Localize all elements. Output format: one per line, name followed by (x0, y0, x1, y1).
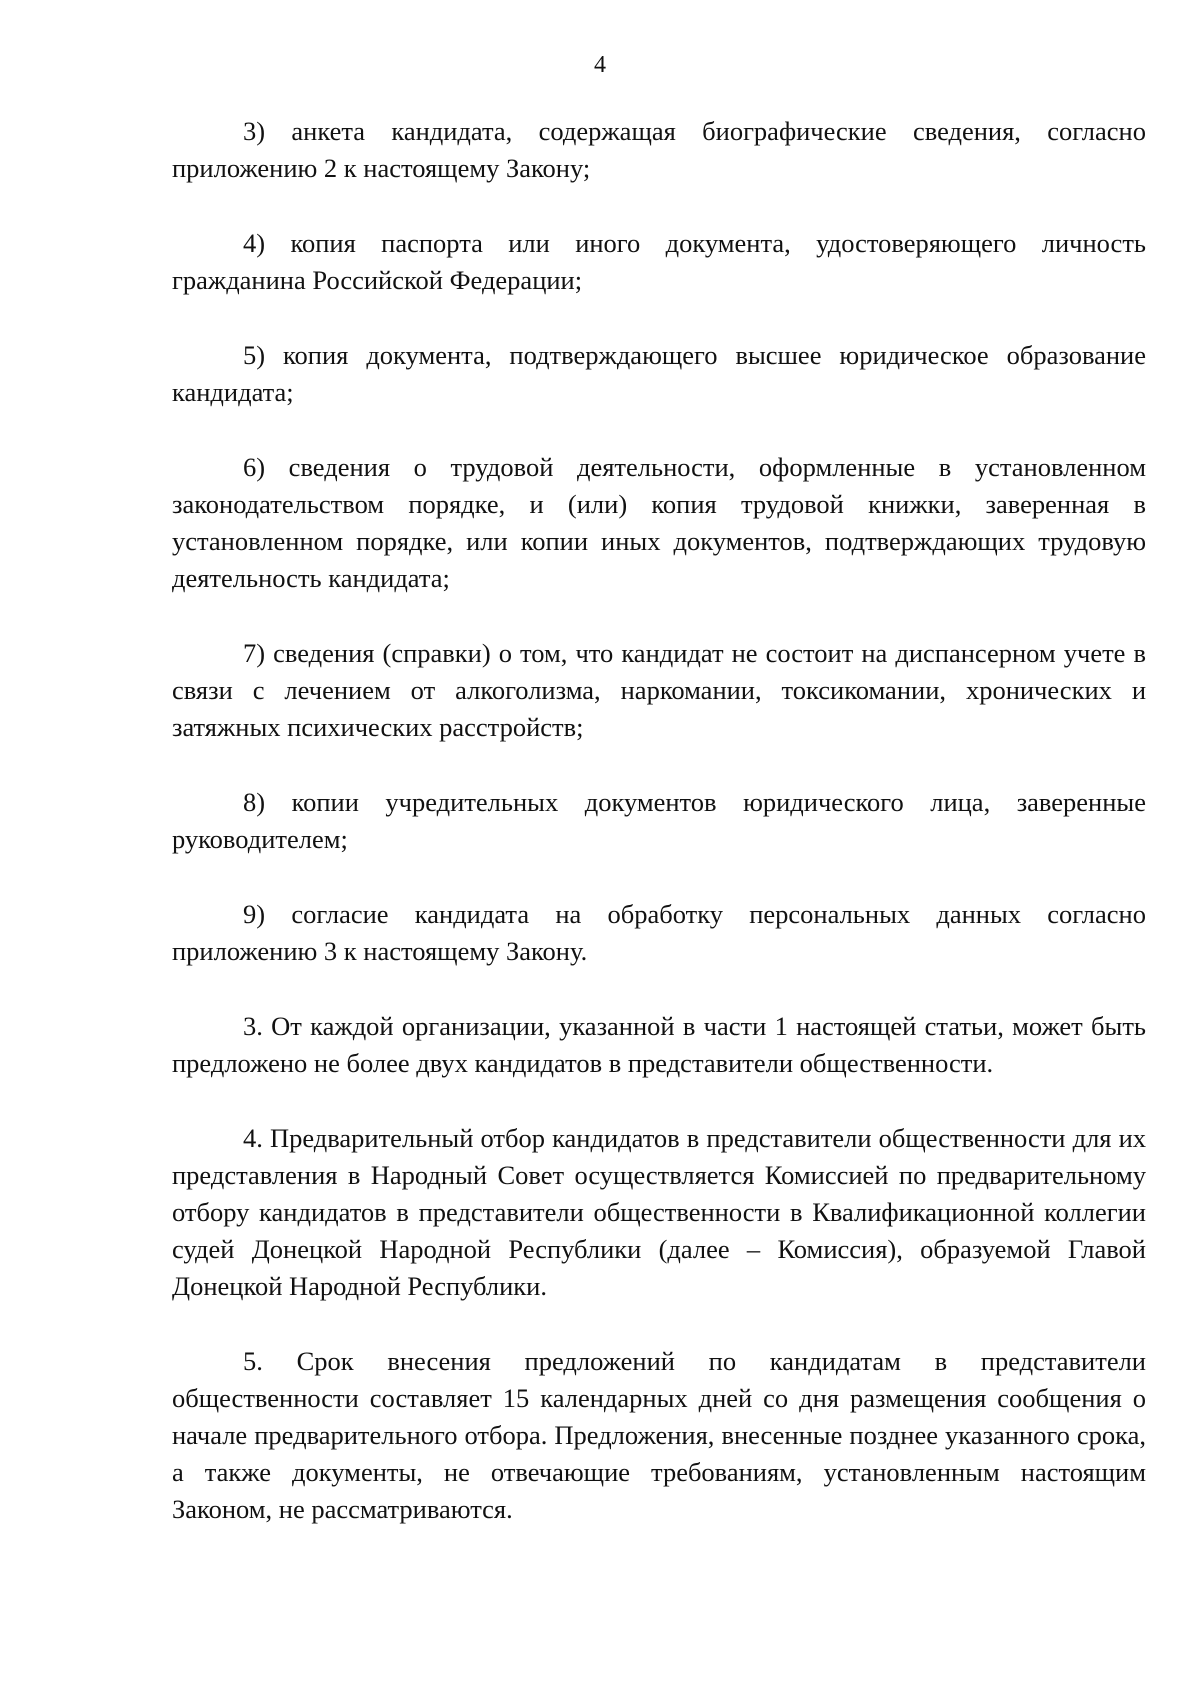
paragraph-part-5: 5. Срок внесения предложений по кандидатам в представители общественности составляет 15 календарных дней со дня размещения сообщения о начале предварительного отбора. Предложения, внесенные позднее указанного срока, а также документы, не отвечающие требованиям, установленным настоящим Законом, не рассматриваются. (172, 1346, 1146, 1524)
paragraph-item-7: 7) сведения (справки) о том, что кандидат не состоит на диспансерном учете в связи с лечением от алкоголизма, наркомании, токсикомании, хронических и затяжных психических расстройств; (172, 638, 1146, 742)
paragraph-item-6: 6) сведения о трудовой деятельности, оформленные в установленном законодательством порядке, и (или) копия трудовой книжки, заверенная в установленном порядке, или копии иных документов, подтверждающих трудовую деятельность кандидата; (172, 452, 1146, 593)
paragraph-item-9: 9) согласие кандидата на обработку персональных данных согласно приложению 3 к настоящему Закону. (172, 899, 1146, 966)
paragraph-part-3: 3. От каждой организации, указанной в части 1 настоящей статьи, может быть предложено не более двух кандидатов в представители общественности. (172, 1011, 1146, 1078)
paragraph-part-4: 4. Предварительный отбор кандидатов в представители общественности для их представления в Народный Совет осуществляется Комиссией по предварительному отбору кандидатов в представители общественности в Квалификационной коллегии судей Донецкой Народной Республики (далее – Комиссия), образуемой Главой Донецкой Народной Республики. (172, 1123, 1146, 1301)
page-number: 4 (594, 52, 606, 78)
paragraph-item-3: 3) анкета кандидата, содержащая биографические сведения, согласно приложению 2 к настоящему Закону; (172, 116, 1146, 183)
paragraph-item-4: 4) копия паспорта или иного документа, удостоверяющего личность гражданина Российской Федерации; (172, 228, 1146, 295)
paragraph-item-8: 8) копии учредительных документов юридического лица, заверенные руководителем; (172, 787, 1146, 854)
document-body (172, 113, 1146, 1566)
paragraph-item-5: 5) копия документа, подтверждающего высшее юридическое образование кандидата; (172, 340, 1146, 407)
